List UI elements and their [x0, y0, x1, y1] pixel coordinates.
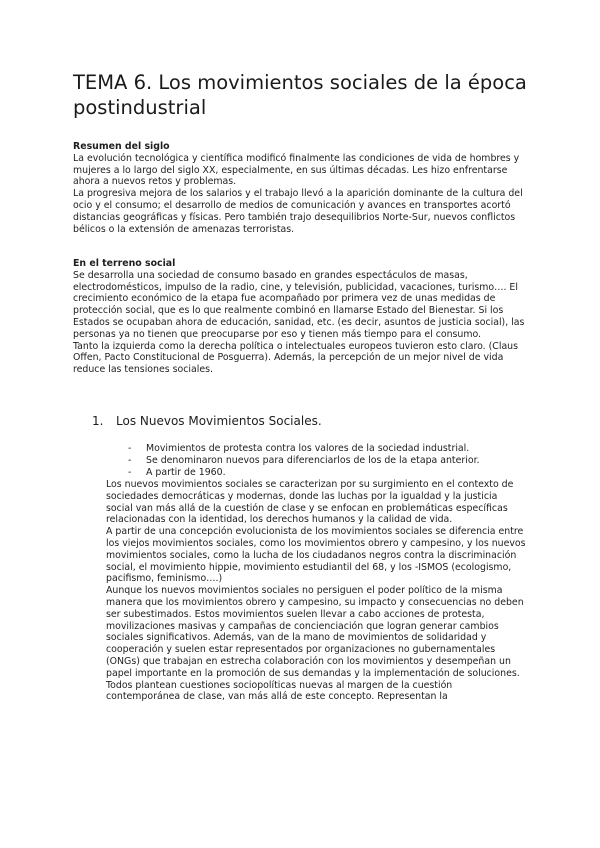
section-1-paragraph-3: Aunque los nuevos movimientos sociales no persiguen el poder político de la misma manera que los movimientos obrero y campesino, su impacto y consecuencias no deben ser subestimados. Estos movimientos suelen llevar a cabo acciones de protesta, movilizaciones masivas y campañas de concienciación que logran generar cambios sociales significativos. Además, van de la mano de movimientos de solidaridad y cooperación y suelen estar representados por organizaciones no gubernamentales (ONGs) que trabajan en estrecha colaboración con los movimientos y desempeñan un papel importante en la promoción de sus demandas y la implementación de soluciones. — [106, 585, 524, 679]
list-item: - Se denominaron nuevos para diferenciarlos de los de la etapa anterior. — [128, 454, 480, 466]
terreno-paragraph-1: Se desarrolla una sociedad de consumo basado en grandes espectáculos de masas, electrodomésticos, impulso de la radio, cine, y televisión, publicidad, vacaciones, turismo…. El crecimiento económico de la etapa fue acompañado por primera vez de unas medidas de protección social, que es lo que realmente combinó en llamarse Estado del Bienestar. Si los Estados se ocupaban ahora de educación, sanidad, etc. (es decir, asuntos de justicia social), las personas ya no tienen que preocuparse por eso y tienen más tiempo para el consumo. — [73, 269, 525, 340]
list-item: - Movimientos de protesta contra los valores de la sociedad industrial. — [128, 443, 470, 454]
list-item: - A partir de 1960. — [128, 466, 226, 478]
terreno-section — [73, 258, 533, 376]
section-1-paragraph-1: Los nuevos movimientos sociales se caracterizan por su surgimiento en el contexto de sociedades democráticas y modernas, donde las luchas por la igualdad y la justicia social van más allá de la cuestión de clase y se enfocan en problemáticas específicas relacionadas con la identidad, los derechos humanos y la calidad de vida. — [106, 479, 514, 526]
dash-icon: - — [128, 454, 132, 466]
resumen-paragraph-2: La progresiva mejora de los salarios y el trabajo llevó a la aparición dominante de la cultura del ocio y el consumo; el desarrollo de medios de comunicación y avances en transportes acortó distancias geográficas y físicas. Pero también trajo desequilibrios Norte-Sur, nuevos conflictos bélicos o la extensión de amenazas terroristas. — [73, 188, 523, 235]
section-1-heading — [92, 414, 322, 429]
section-1-title: Los Nuevos Movimientos Sociales. — [116, 414, 322, 428]
page-title: TEMA 6. Los movimientos sociales de la época postindustrial — [73, 71, 527, 119]
terreno-heading: En el terreno social — [73, 258, 176, 269]
resumen-heading: Resumen del siglo — [73, 141, 170, 152]
resumen-section — [73, 141, 533, 235]
section-1-body — [106, 479, 526, 703]
resumen-paragraph-1: La evolución tecnológica y científica modificó finalmente las condiciones de vida de hombres y mujeres a lo largo del siglo XX, especialmente, en sus últimas décadas. Les hizo enfrentarse ahora a nuevos retos y problemas. — [73, 152, 520, 188]
dash-icon: - — [128, 443, 132, 454]
section-1-paragraph-4: Todos plantean cuestiones sociopolíticas nuevas al margen de la cuestión contemporánea de clase, van más allá de este concepto. Representan la — [106, 679, 453, 703]
dash-icon: - — [128, 466, 132, 478]
section-1-paragraph-2: A partir de una concepción evolucionista de los movimientos sociales se diferencia entre los viejos movimientos sociales, como los movimientos obrero y campesino, y los nuevos movimientos sociales, como la lucha de los ciudadanos negros contra la discriminación social, el movimiento hippie, movimiento estudiantil del 68, y los -ISMOS (ecologismo, pacifismo, feminismo….) — [106, 526, 526, 585]
terreno-paragraph-2: Tanto la izquierda como la derecha política o intelectuales europeos tuvieron esto claro. (Claus Offen, Pacto Constitucional de Posguerra). Además, la percepción de un mejor nivel de vida reduce las tensiones sociales. — [73, 340, 519, 376]
section-1-bullet-list — [128, 443, 528, 478]
section-1-number: 1. — [92, 414, 104, 428]
